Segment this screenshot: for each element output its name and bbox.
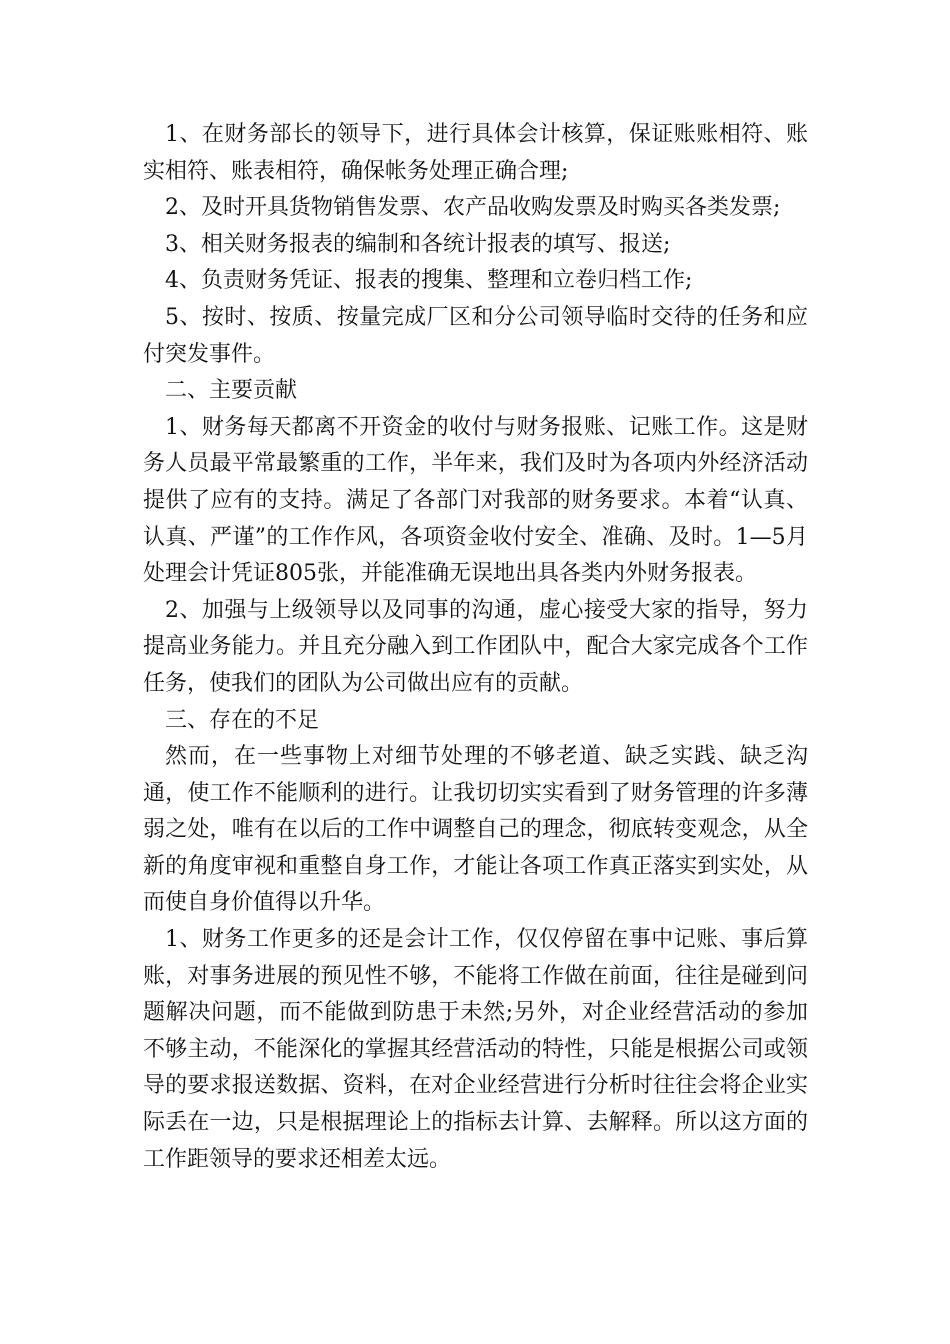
section-heading-shortcomings: 三、存在的不足 [165, 707, 320, 733]
section-heading-contributions: 二、主要贡献 [165, 378, 298, 404]
duty-item-4: 4、负责财务凭证、报表的搜集、整理和立卷归档工作; [165, 268, 693, 294]
shortcoming-intro: 然而，在一些事物上对细节处理的不够老道、缺乏实践、缺乏沟通，使工作不能顺利的进行。让我切切实实看到了财务管理的许多薄弱之处，唯有在以后的工作中调整自己的理念，彻底转变观念，从全新的角度审视和重整自身工作，才能让各项工作真正落实到实处，从而使自身价值得以升华。 [143, 744, 808, 916]
duty-item-1: 1、在财务部长的领导下，进行具体会计核算，保证账账相符、账实相符、账表相符，确保帐务处理正确合理; [143, 122, 808, 184]
duty-item-3: 3、相关财务报表的编制和各统计报表的填写、报送; [165, 231, 671, 257]
contribution-item-1: 1、财务每天都离不开资金的收付与财务报账、记账工作。这是财务人员最平常最繁重的工作，半年来，我们及时为各项内外经济活动提供了应有的支持。满足了各部门对我部的财务要求。本着“认真、认真、严谨”的工作作风，各项资金收付安全、准确、及时。1—5月处理会计凭证805张，并能准确无误地出具各类内外财务报表。 [143, 414, 808, 587]
duty-item-2: 2、及时开具货物销售发票、农产品收购发票及时购买各类发票; [165, 195, 781, 221]
shortcoming-item-1: 1、财务工作更多的还是会计工作，仅仅停留在事中记账、事后算账，对事务进展的预见性不够，不能将工作做在前面，往往是碰到问题解决问题，而不能做到防患于未然;另外，对企业经营活动的参加不够主动，不能深化的掌握其经营活动的特性，只能是根据公司或领导的要求报送数据、资料，在对企业经营进行分析时往往会将企业实际丢在一边，只是根据理论上的指标去计算、去解释。所以这方面的工作距领导的要求还相差太远。 [143, 927, 808, 1172]
duty-item-5: 5、按时、按质、按量完成厂区和分公司领导临时交待的任务和应付突发事件。 [143, 304, 808, 367]
document-body [143, 117, 808, 1178]
contribution-item-2: 2、加强与上级领导以及同事的沟通，虚心接受大家的指导，努力提高业务能力。并且充分融入到工作团队中，配合大家完成各个工作任务，使我们的团队为公司做出应有的贡献。 [143, 597, 808, 696]
